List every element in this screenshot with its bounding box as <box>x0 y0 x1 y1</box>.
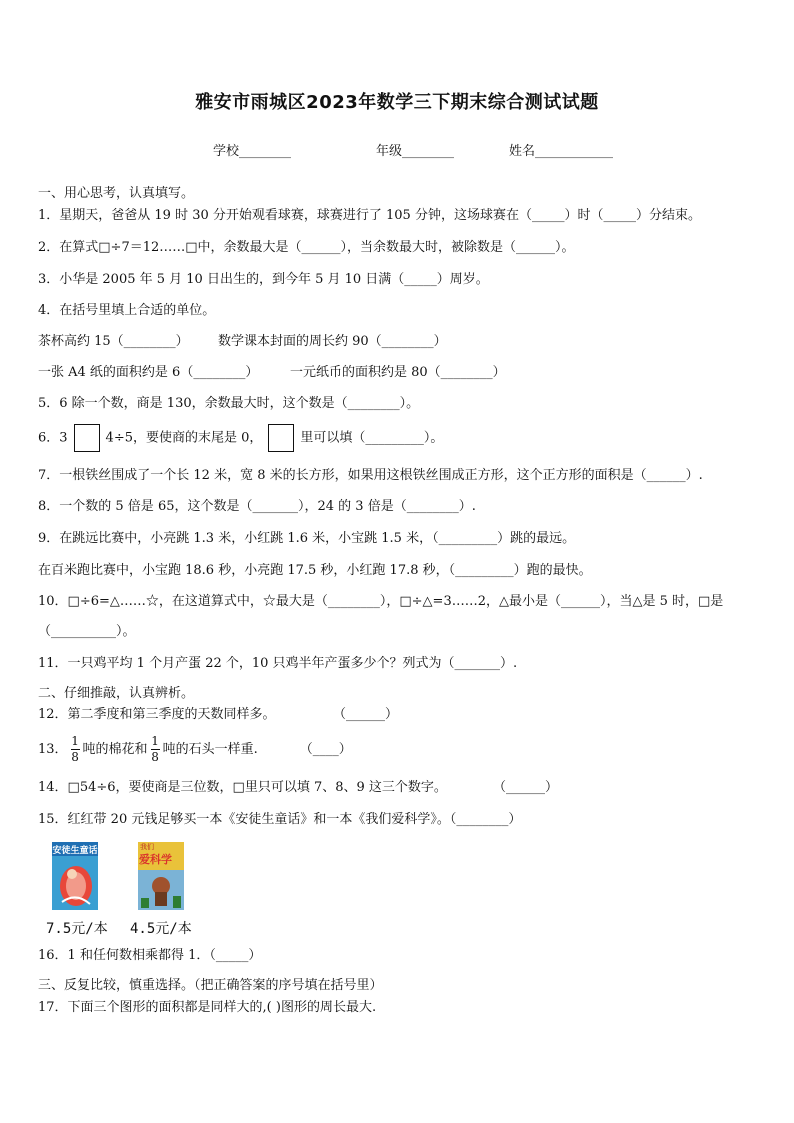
question-6-prefix: 6．3 <box>38 430 68 446</box>
question-5: 5．6 除一个数，商是 130，余数最大时，这个数是（________）。 <box>38 396 420 411</box>
fraction <box>71 735 80 764</box>
question-11: 11．一只鸡平均 1 个月产蛋 22 个，10 只鸡半年产蛋多少个？列式为（_______）. <box>38 656 518 671</box>
section-3-heading: 三、反复比较，慎重选择。（把正确答案的序号填在括号里） <box>38 978 383 993</box>
book2-cover-title: 爱科学 <box>139 853 172 866</box>
grade-field: 年级________ <box>376 144 455 159</box>
question-3: 3．小华是 2005 年 5 月 10 日出生的，到今年 5 月 10 日满（_____）周岁。 <box>38 272 489 287</box>
book-cover-science <box>138 842 184 910</box>
page-title: 雅安市雨城区2023年数学三下期末综合测试试题 <box>195 92 599 113</box>
question-9b: 在百米跑比赛中，小宝跑 18.6 秒，小亮跑 17.5 秒，小红跑 17.8 秒，（_________）跑的最快。 <box>38 563 592 578</box>
price-book-2: 4.5元/本 <box>130 921 192 937</box>
section-2-heading: 二、仔细推敲，认真辨析。 <box>38 686 195 701</box>
name-field: 姓名____________ <box>509 144 614 159</box>
fraction <box>151 735 160 764</box>
question-4d: 一元纸币的面积约是 80（________） <box>290 365 506 380</box>
question-12-blank: （______） <box>333 707 399 722</box>
fraction-denominator: 8 <box>71 750 79 764</box>
book2-cover-top: 我们 <box>140 843 154 851</box>
question-4a: 茶杯高约 15（________） <box>38 334 189 349</box>
school-field: 学校________ <box>213 144 292 159</box>
question-6-mid: 4÷5，要使商的末尾是 0， <box>105 430 263 446</box>
question-9: 9．在跳远比赛中，小亮跳 1.3 米，小红跳 1.6 米，小宝跳 1.5 米，（_________）跳的最远。 <box>38 531 576 546</box>
question-8: 8．一个数的 5 倍是 65，这个数是（_______），24 的 3 倍是（________）. <box>38 499 476 514</box>
question-16: 16．1 和任何数相乘都得 1．（_____） <box>38 948 262 963</box>
question-15: 15．红红带 20 元钱足够买一本《安徒生童话》和一本《我们爱科学》。（________） <box>38 812 522 827</box>
question-1: 1．星期天，爸爸从 19 时 30 分开始观看球赛，球赛进行了 105 分钟，这场球赛在（_____）时（_____）分结束。 <box>38 208 701 223</box>
question-14-blank: （______） <box>493 780 559 795</box>
book1-cover-title: 安徒生童话 <box>52 846 98 856</box>
answer-box <box>268 424 294 452</box>
question-4b: 数学课本封面的周长约 90（________） <box>218 334 447 349</box>
question-13 <box>38 735 352 764</box>
question-6-suffix: 里可以填（_________）。 <box>300 430 444 446</box>
question-10-continued: （__________）。 <box>38 624 136 639</box>
question-17: 17．下面三个图形的面积都是同样大的,( )图形的周长最大. <box>38 1000 377 1015</box>
question-13-text2: 吨的石头一样重. <box>162 742 258 757</box>
question-13-number: 13． <box>38 742 68 757</box>
book-cover-andersen <box>52 842 98 910</box>
question-14: 14．□54÷6，要使商是三位数，□里只可以填 7、8、9 这三个数字。 <box>38 780 447 795</box>
section-1-heading: 一、用心思考，认真填写。 <box>38 186 195 201</box>
question-13-text1: 吨的棉花和 <box>82 742 148 757</box>
question-6 <box>38 424 443 452</box>
question-13-blank: （____） <box>299 742 352 757</box>
question-4c: 一张 A4 纸的面积约是 6（________） <box>38 365 259 380</box>
question-10: 10．□÷6=△……☆，在这道算式中，☆最大是（________），□÷△=3……2，△最小是（______），当△是 5 时，□是 <box>38 594 724 609</box>
fraction-numerator: 1 <box>151 734 159 748</box>
question-4: 4．在括号里填上合适的单位。 <box>38 303 216 318</box>
fraction-numerator: 1 <box>71 734 79 748</box>
question-12: 12．第二季度和第三季度的天数同样多。 <box>38 707 276 722</box>
question-2: 2．在算式□÷7＝12……□中，余数最大是（______），当余数最大时，被除数是（______）。 <box>38 240 575 255</box>
question-7: 7．一根铁丝围成了一个长 12 米，宽 8 米的长方形，如果用这根铁丝围成正方形，这个正方形的面积是（______）. <box>38 468 703 483</box>
price-book-1: 7.5元/本 <box>46 921 108 937</box>
fraction-denominator: 8 <box>151 750 159 764</box>
answer-box <box>74 424 100 452</box>
